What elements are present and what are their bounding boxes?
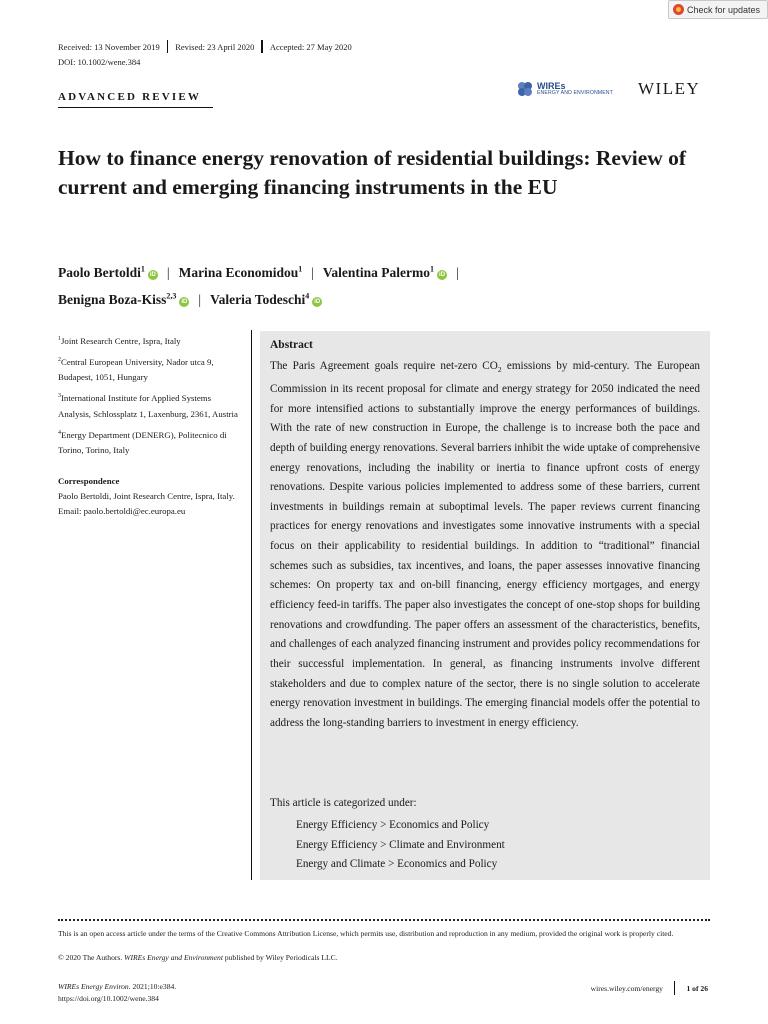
abstract-text: The Paris Agreement goals require net-zero $CO_2$ emissions by mid-century. The European Commission in its recent proposal for climate and energy strategy for 2050 indicated the need for more intensified actions to substantially improve the energy performances of buildings. With the rate of new construction in Europe, the challenge is to increase both the pace and depth of building energy renovations. Several barriers inhibit the wide uptake of comprehensive energy renovations, including the inability or inertia to finance upfront costs of energy renovations. Despite various policies implemented to address some of these barriers, current investments in buildings remain at suboptimal levels. The paper reviews current financing practices for energy renovations and investigates some innovative instruments with a special focus on their applicability to residential buildings. In addition to “traditional” financial schemes such as subsidies, tax incentives, and loans, the paper assesses innovative financing schemes: On property tax and on-bill financing, energy efficiency mortgages, and energy efficiency feed-in tariffs. The paper also investigates the concept of one-stop shops for building renovations and crowdfunding. The paper offers an assessment of the characteristics, benefits, and challenges of each analyzed financing instrument and provides policy recommendations for their successful implementation. In general, as financing instruments involve different stakeholders and due to complex nature of the sector, there is no single solution to accelerate energy renovation investment in buildings. The emerging financial models offer the potential to address the long-standing barriers to investment in energy efficiency.: [270, 360, 701, 730]
wires-logo-subtitle: ENERGY AND ENVIRONMENT: [537, 89, 613, 96]
divider: [674, 981, 676, 995]
site-link[interactable]: wires.wiley.com/energy: [590, 983, 663, 993]
category-item: Energy Efficiency > Climate and Environment: [296, 838, 505, 851]
correspondence-heading: Correspondence: [58, 476, 120, 486]
accepted-date: Accepted: 27 May 2020: [269, 41, 352, 52]
article-title: How to finance energy renovation of residential buildings: Review of current and emerging financing instruments in the EU: [58, 146, 687, 199]
correspondence-email[interactable]: Email: paolo.bertoldi@ec.europa.eu: [58, 506, 186, 517]
section-label: ADVANCED REVIEW: [58, 91, 202, 103]
divider: [261, 40, 263, 53]
revised-date: Revised: 23 April 2020: [175, 41, 255, 52]
affiliation: $^1$Joint Research Centre, Ispra, Italy: [58, 335, 181, 346]
divider: [167, 40, 169, 53]
orcid-icon[interactable]: iD: [439, 271, 446, 278]
doi-link[interactable]: https://doi.org/10.1002/wene.384: [58, 994, 159, 1003]
correspondence: [58, 474, 243, 520]
license-text: This is an open access article under the terms of the Creative Commons Attribution License, which permits use, distribution and reproduction in any medium, provided the original work is properly cited.: [58, 929, 674, 938]
wires-logo-text: WIREs: [537, 80, 566, 91]
check-for-updates-button[interactable]: [668, 0, 768, 19]
author[interactable]: Marina Economidou$^1$: [178, 264, 303, 280]
affiliation: $^2$Central European University, Nador utca 9, Budapest, 1051, Hungary: [58, 357, 214, 383]
check-for-updates-label: Check for updates: [687, 4, 761, 15]
affiliation: $^4$Energy Department (DENERG), Politecnico di Torino, Torino, Italy: [58, 429, 227, 455]
categorized-heading: This article is categorized under:: [270, 797, 417, 809]
category-list: [296, 816, 505, 875]
footer-right: [591, 981, 708, 995]
author[interactable]: Paolo Bertoldi$^1$iD: [58, 264, 156, 280]
category-item: Energy Efficiency > Economics and Policy: [296, 819, 490, 831]
journal-citation: WIREs Energy Environ. 2021;10:e384. https://doi.org/10.1002/wene.384: [58, 982, 177, 1003]
correspondence-text: Paolo Bertoldi, Joint Research Centre, Ispra, Italy.: [58, 491, 235, 502]
orcid-icon[interactable]: iD: [181, 299, 188, 305]
crossmark-icon: [673, 4, 684, 15]
affiliations: [58, 332, 243, 462]
page-number: 1 of 26: [686, 983, 708, 993]
doi: DOI: 10.1002/wene.384: [58, 57, 141, 67]
copyright: © 2020 The Authors. WIREs Energy and Environment published by Wiley Periodicals LLC.: [58, 953, 338, 962]
wires-globe-icon: [516, 80, 534, 98]
received-date: Received: 13 November 2019: [58, 41, 160, 52]
orcid-icon[interactable]: iD: [314, 299, 321, 305]
orcid-icon[interactable]: iD: [149, 271, 156, 278]
wires-logo: [516, 78, 628, 100]
footer-rule: [58, 919, 710, 921]
column-divider: [251, 330, 252, 880]
category-item: Energy and Climate > Economics and Policy: [296, 858, 498, 871]
affiliation: $^3$International Institute for Applied Systems Analysis, Schlossplatz 1, Laxenburg, 2361, Austria: [58, 393, 238, 419]
author[interactable]: Benigna Boza-Kiss$^{2,3}$iD: [58, 291, 188, 307]
author-list: Paolo Bertoldi$^1$iD | Marina Economidou$^1$ | Valentina Palermo$^1$iD | Benigna Boza-Kiss$^{2,3}$iD | Valeria Todeschi$^4$iD: [58, 264, 459, 307]
author[interactable]: Valentina Palermo$^1$iD: [322, 264, 446, 280]
article-dates: [58, 40, 352, 53]
author[interactable]: Valeria Todeschi$^4$iD: [210, 291, 321, 307]
abstract-heading: Abstract: [270, 339, 313, 351]
section-rule: [58, 107, 213, 108]
wiley-logo: WILEY: [638, 79, 701, 98]
